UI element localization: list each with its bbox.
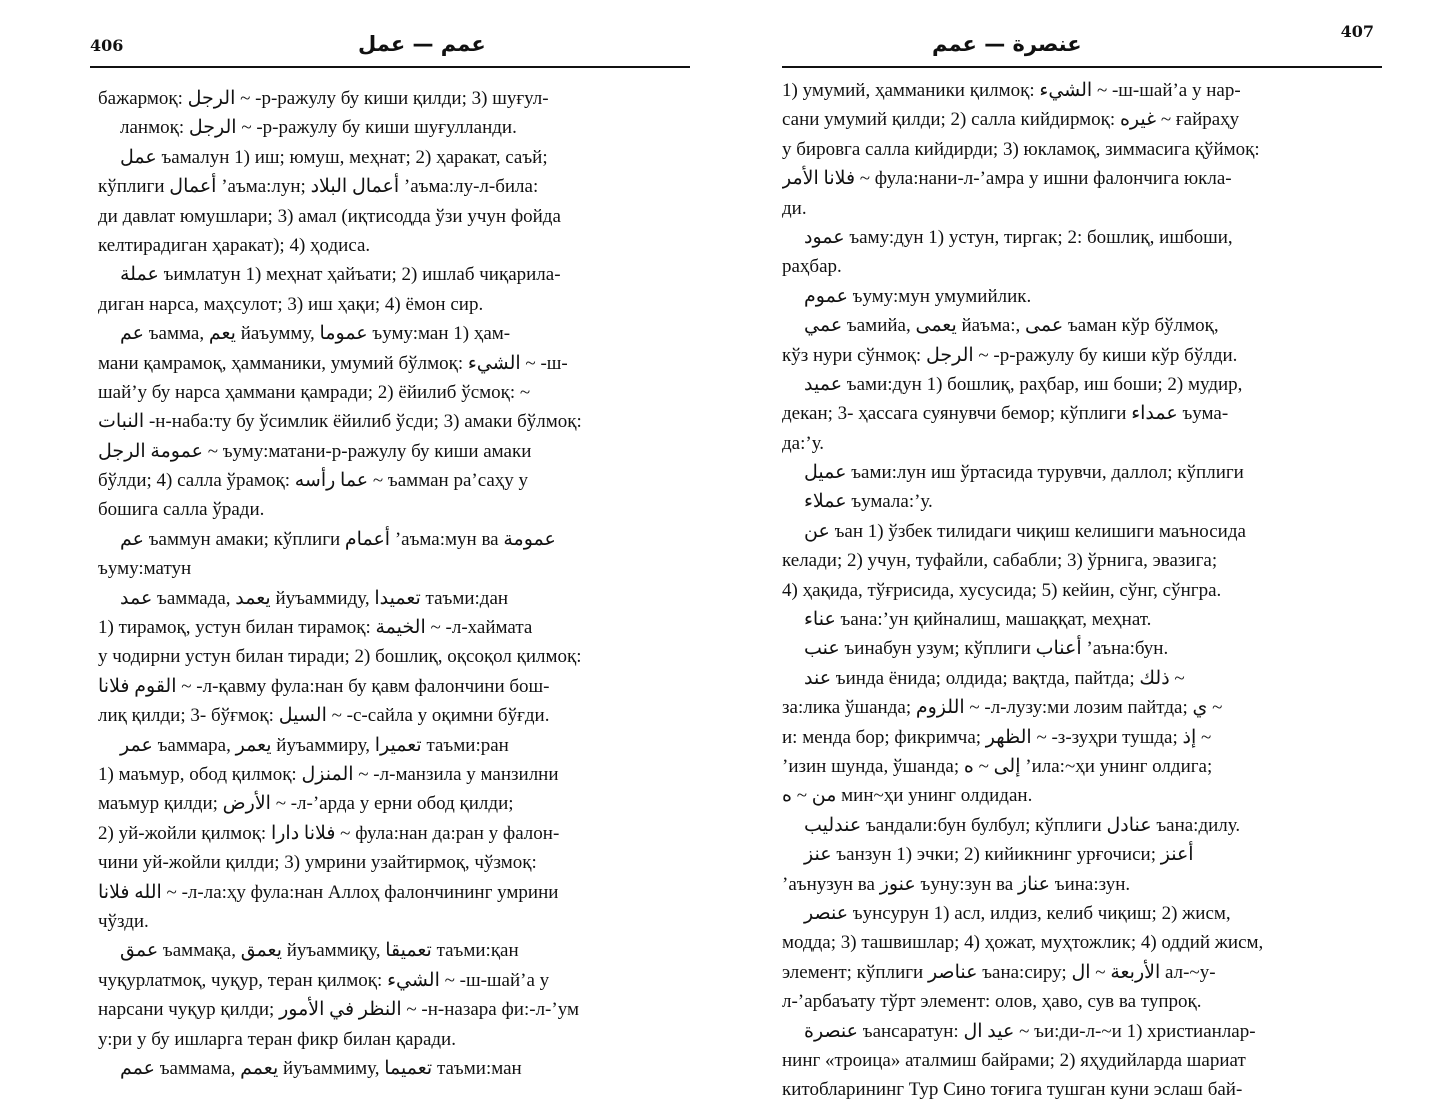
text-line: китобларининг Тур Сино тоғига тушган куни эслаш бай- (782, 1079, 1243, 1101)
left-page-header (90, 22, 690, 66)
text-line: лиқ қилди; 3- бўғмоқ: السيل ~ -с-сайла у оқимни бўғди. (98, 705, 550, 727)
entry-line: عناء ъана:’ун қийналиш, машаққат, меҳнат. (804, 609, 1152, 631)
text-line: فلانا الأمر ~ фула:нани-л-’амра у ишни фалончига юкла- (782, 168, 1232, 190)
text-line: عملاء ъумала:’у. (804, 491, 933, 513)
text-line: ди давлат юмушлари; 3) амал (иқтисодда ўзи учун фойда (98, 205, 561, 227)
text-line: ’аънузун ва عنوز ъуну:зун ва عناز ъина:зун. (782, 873, 1131, 895)
entry-line: عميد ъами:дун 1) бошлиқ, раҳбар, иш боши; 2) мудир, (804, 373, 1243, 395)
text-line: من ~ ه мин~ҳи унинг олдидан. (782, 785, 1033, 807)
entry-line: عمل ъамалун 1) иш; юмуш, меҳнат; 2) ҳаракат, саъй; (120, 146, 548, 168)
text-line: чўзди. (98, 910, 149, 932)
text-line: чуқурлатмоқ, чуқур, теран қилмоқ: الشيء ~ -ш-шай’а у (98, 969, 550, 991)
text-line: бажармоқ: الرجل ~ -р-ражулу бу киши қилди; 3) шуғул- (98, 88, 549, 109)
text-line: диган нарса, маҳсулот; 3) иш ҳақи; 4) ёмон сир. (98, 293, 484, 315)
text-line: бошига салла ўради. (98, 499, 265, 521)
text-line: ди. (782, 197, 807, 219)
text-line: ’изин шунда, ўшанда; إلى ~ ه ’ила:~ҳи унинг олдига; (782, 755, 1213, 777)
entry-line: عندليب ъандали:бун булбул; кўплиги عنادل ъана:дилу. (804, 814, 1241, 836)
right-page-text (782, 76, 1374, 1105)
text-line: мани қамрамоқ, ҳамманики, умумий бўлмоқ: الشيء ~ -ш- (98, 352, 568, 374)
text-line: القوم فلانا ~ -л-қавму фула:нан бу қавм фалончини бош- (98, 675, 550, 697)
entry-line: عمم ъаммама, يعمم йуъаммиму, تعميما таъми:ман (120, 1057, 522, 1079)
text-line: 4) ҳақида, тўғрисида, хусусида; 5) кейин, сўнг, сўнгра. (782, 579, 1222, 601)
text-line: النبات -н-наба:ту бу ўсимлик ёйилиб ўсди; 3) амаки бўлмоқ: (98, 411, 582, 433)
entry-line: عم ъаммун амаки; кўплиги أعمام ’аъма:мун ва عمومة (120, 528, 556, 550)
text-line: раҳбар. (782, 256, 842, 278)
text-line: у бировга салла кийдирди; 3) юкламоқ, зиммасига қўймоқ: (782, 138, 1260, 160)
text-line: бўлди; 4) салла ўрамоқ: عما رأسه ~ ъамман ра’саҳу у (98, 470, 529, 492)
text-line: сани умумий қилди; 2) салла кийдирмоқ: غيره ~ ғайраҳу (782, 109, 1240, 131)
text-line: модда; 3) ташвишлар; 4) ҳожат, муҳтожлик; 4) оддий жисм, (782, 932, 1264, 954)
header-rule (90, 66, 690, 68)
text-line: декан; 3- ҳассага суянувчи бемор; кўплиги عمداء ъума- (782, 403, 1229, 425)
entry-line: عنصرة ъансаратун: عيد ال ~ ъи:ди-л-~и 1) христианлар- (804, 1020, 1256, 1042)
text-line: элемент; кўплиги عناصر ъана:сиру; الأربعة ~ ال ал-~у- (782, 961, 1216, 983)
text-line: 1) умумий, ҳамманики қилмоқ: الشيء ~ -ш-шай’а у нар- (782, 80, 1241, 101)
entry-line: عميل ъами:лун иш ўртасида турувчи, даллол; кўплиги (804, 462, 1244, 484)
text-line: у:ри у бу ишларга теран фикр билан қаради. (98, 1028, 456, 1050)
text-line: عمومة الرجل ~ ъуму:матани-р-ражулу бу киши амаки (98, 440, 532, 462)
text-line: ъуму:матун (98, 558, 192, 580)
entry-line: عمق ъаммақа, يعمق йуъаммиқу, تعميقا таъми:қан (120, 940, 519, 962)
entry-line: عنز ъанзун 1) эчки; 2) кийикнинг урғочиси; أعنز (804, 844, 1194, 866)
text-line: шай’у бу нарса ҳаммани қамради; 2) ёйилиб ўсмоқ: ~ (98, 381, 531, 403)
entry-line: عموم ъуму:мун умумийлик. (804, 285, 1032, 307)
entry-line: عمد ъаммада, يعمد йуъаммиду, تعميدا таъми:дан (120, 587, 509, 609)
text-line: келади; 2) учун, туфайли, сабабли; 3) ўрнига, эвазига; (782, 550, 1218, 572)
left-page (90, 0, 690, 1114)
running-head: عمم — عمل (358, 32, 486, 56)
text-line: ланмоқ: الرجل ~ -р-ражулу бу киши шуғулланди. (120, 117, 517, 139)
entry-line: عنب ъинабун узум; кўплиги أعناب ’аъна:бун. (804, 638, 1169, 660)
right-page-header (782, 22, 1382, 66)
text-line: келтирадиган ҳаракат); 4) ҳодиса. (98, 234, 371, 256)
entry-line: عن ъан 1) ўзбек тилидаги чиқиш келишиги маъносида (804, 520, 1246, 542)
text-line: нарсани чуқур қилди; النظر في الأمور ~ -н-назара фи:-л-’ум (98, 999, 579, 1021)
page-number: 407 (1340, 22, 1374, 41)
entry-line: عند ъинда ёнида; олдида; вақтда, пайтда; ذلك ~ (804, 667, 1185, 689)
text-line: 2) уй-жойли қилмоқ: فلانا دارا ~ фула:нан да:ран у фалон- (98, 822, 560, 844)
text-line: у чодирни устун билан тиради; 2) бошлиқ, оқсоқол қилмоқ: (98, 646, 582, 668)
text-line: 1) маъмур, обод қилмоқ: المنزل ~ -л-манзила у манзилни (98, 763, 559, 785)
text-line: за:лика ўшанда; اللزوم ~ -л-лузу:ми лозим пайтда; ي ~ (782, 697, 1223, 719)
entry-line: عمود ъаму:дун 1) устун, тиргак; 2: бошлиқ, ишбоши, (804, 226, 1233, 248)
entry-line: عنصر ъунсурун 1) асл, илдиз, келиб чиқиш; 2) жисм, (804, 902, 1231, 924)
entry-line: عمي ъамийа, يعمى йаъма:, عمى ъаман кўр бўлмоқ, (804, 315, 1219, 337)
text-line: и: менда бор; фикримча; الظهر ~ -з-зуҳри тушда; إذ ~ (782, 726, 1212, 748)
text-line: да:’у. (782, 432, 825, 454)
entry-line: عمر ъаммара, يعمر йуъаммиру, تعميرا таъми:ран (120, 734, 509, 756)
entry-line: عم ъамма, يعم йаъумму, عموما ъуму:ман 1) ҳам- (120, 323, 511, 345)
text-line: чини уй-жойли қилди; 3) умрини узайтирмоқ, чўзмоқ: (98, 852, 537, 874)
header-rule (782, 66, 1382, 68)
text-line: الله فلانا ~ -л-ла:ҳу фула:нан Аллоҳ фалончининг умрини (98, 881, 559, 903)
text-line: маъмур қилди; الأرض ~ -л-’арда у ерни обод қилди; (98, 793, 514, 815)
page-number: 406 (90, 36, 124, 55)
text-line: кўплиги أعمال ’аъма:лун; أعمال البلاد ’аъма:лу-л-била: (98, 176, 539, 198)
text-line: нинг «троица» аталмиш байрами; 2) яҳудийларда шариат (782, 1049, 1246, 1071)
left-page-text (98, 84, 690, 1083)
right-page (782, 0, 1382, 1114)
text-line: кўз нури сўнмоқ: الرجل ~ -р-ражулу бу киши кўр бўлди. (782, 344, 1238, 366)
running-head: عنصرة — عمم (932, 32, 1082, 56)
text-line: л-’арбаъату тўрт элемент: олов, ҳаво, сув ва тупроқ. (782, 991, 1202, 1013)
entry-line: عملة ъимлатун 1) меҳнат ҳайъати; 2) ишлаб чиқарила- (120, 264, 561, 286)
text-line: 1) тирамоқ, устун билан тирамоқ: الخيمة ~ -л-хаймата (98, 617, 533, 639)
